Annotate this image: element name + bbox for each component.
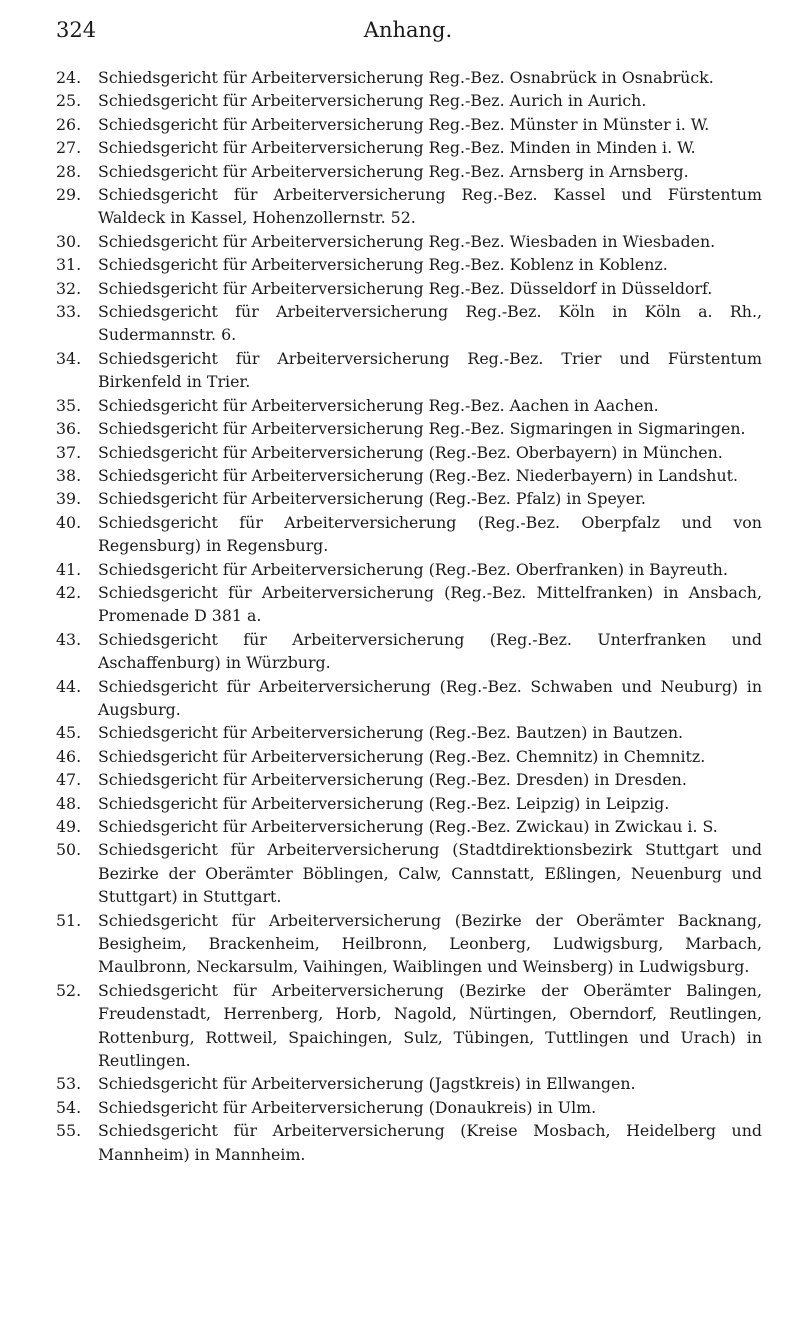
- list-item: [56, 979, 762, 1073]
- entry-number: 42.: [56, 582, 82, 602]
- list-item: [56, 89, 762, 112]
- list-item: [56, 581, 762, 628]
- entry-text: Schiedsgericht für Arbeiterversicherung Reg.-Bez. Osnabrück in Osnabrück.: [98, 68, 714, 87]
- list-item: [56, 815, 762, 838]
- list-item: [56, 487, 762, 510]
- entry-text: Schiedsgericht für Arbeiterversicherung (Reg.-Bez. Mittelfranken) in Ansbach, Promenade D 381 a.: [98, 582, 762, 626]
- entry-text: Schiedsgericht für Arbeiterversicherung Reg.-Bez. Aurich in Aurich.: [98, 91, 647, 111]
- entry-text: Schiedsgericht für Arbeiterversicherung (Reg.-Bez. Leipzig) in Leipzig.: [98, 793, 670, 813]
- entry-text: Schiedsgericht für Arbeiterversicherung Reg.-Bez. Köln in Köln a. Rh., Sudermannstr. 6.: [98, 302, 762, 345]
- entry-text: Schiedsgericht für Arbeiterversicherung (Reg.-Bez. Pfalz) in Speyer.: [98, 489, 646, 509]
- entry-text: Schiedsgericht für Arbeiterversicherung (Stadtdirektionsbezirk Stuttgart und Bezirke der Oberämter Böblingen, Calw, Cannstatt, Eßlingen, Neuenburg und Stuttgart) in Stuttgart.: [98, 840, 762, 907]
- list-item: [56, 792, 762, 815]
- list-item: [56, 347, 762, 394]
- entry-text: Schiedsgericht für Arbeiterversicherung (Reg.-Bez. Oberbayern) in München.: [98, 442, 723, 462]
- list-item: [56, 1119, 762, 1166]
- list-item: [56, 464, 762, 487]
- entry-number: 41.: [56, 559, 82, 579]
- entry-number: 55.: [56, 1121, 82, 1141]
- list-item: [56, 113, 762, 136]
- entry-number: 26.: [56, 114, 82, 134]
- list-item: [56, 1072, 762, 1095]
- entry-text: Schiedsgericht für Arbeiterversicherung Reg.-Bez. Düsseldorf in Düsseldorf.: [98, 278, 713, 298]
- entry-number: 44.: [56, 676, 82, 696]
- list-item: [56, 66, 762, 89]
- entry-text: Schiedsgericht für Arbeiterversicherung Reg.-Bez. Sigmaringen in Sigmaringen.: [98, 419, 746, 439]
- entry-number: 32.: [56, 278, 82, 298]
- entry-text: Schiedsgericht für Arbeiterversicherung Reg.-Bez. Arnsberg in Arnsberg.: [98, 161, 689, 181]
- list-item: [56, 1096, 762, 1119]
- list-item: [56, 183, 762, 230]
- entry-number: 43.: [56, 629, 82, 649]
- list-item: [56, 745, 762, 768]
- entry-number: 49.: [56, 817, 82, 836]
- entry-number: 31.: [56, 255, 82, 275]
- entry-number: 50.: [56, 840, 82, 860]
- list-item: [56, 768, 762, 791]
- list-item: [56, 230, 762, 253]
- running-title: Anhang.: [363, 18, 453, 42]
- entry-number: 25.: [56, 91, 82, 111]
- entry-number: 34.: [56, 348, 82, 368]
- entry-number: 39.: [56, 489, 82, 509]
- entry-text: Schiedsgericht für Arbeiterversicherung (Jagstkreis) in Ellwangen.: [98, 1074, 636, 1094]
- entry-number: 53.: [56, 1074, 82, 1094]
- entry-text: Schiedsgericht für Arbeiterversicherung (Bezirke der Oberämter Backnang, Besigheim, Brackenheim, Heilbronn, Leonberg, Ludwigsburg, Marbach, Maulbronn, Neckarsulm, Vaihingen, Waiblingen und Weinsberg) in Ludwigsburg.: [98, 910, 762, 977]
- entry-text: Schiedsgericht für Arbeiterversicherung (Reg.-Bez. Zwickau) in Zwickau i. S.: [98, 817, 718, 836]
- list-item: [56, 511, 762, 558]
- entry-text: Schiedsgericht für Arbeiterversicherung Reg.-Bez. Münster in Münster i. W.: [98, 114, 710, 134]
- list-item: [56, 909, 762, 979]
- entry-text: Schiedsgericht für Arbeiterversicherung (Reg.-Bez. Unterfranken und Aschaffenburg) in Würzburg.: [98, 629, 762, 673]
- entry-number: 27.: [56, 138, 82, 158]
- list-item: [56, 277, 762, 300]
- entry-text: Schiedsgericht für Arbeiterversicherung (Bezirke der Oberämter Balingen, Freudenstadt, Herrenberg, Horb, Nagold, Nürtingen, Oberndorf, Reutlingen, Rottenburg, Rottweil, Spaichingen, Sulz, Tübingen, Tuttlingen und Urach) in Reutlingen.: [98, 980, 762, 1071]
- entry-number: 54.: [56, 1097, 82, 1117]
- entry-number: 24.: [56, 68, 82, 87]
- list-item: [56, 417, 762, 440]
- entry-number: 38.: [56, 465, 82, 485]
- entry-text: Schiedsgericht für Arbeiterversicherung Reg.-Bez. Kassel und Fürstentum Waldeck in Kassel, Hohenzollernstr. 52.: [98, 185, 762, 228]
- entry-text: Schiedsgericht für Arbeiterversicherung Reg.-Bez. Aachen in Aachen.: [98, 395, 659, 415]
- entry-text: Schiedsgericht für Arbeiterversicherung (Reg.-Bez. Oberfranken) in Bayreuth.: [98, 559, 728, 579]
- entry-number: 48.: [56, 793, 82, 813]
- entry-text: Schiedsgericht für Arbeiterversicherung Reg.-Bez. Wiesbaden in Wiesbaden.: [98, 231, 716, 251]
- list-item: [56, 136, 762, 159]
- entry-text: Schiedsgericht für Arbeiterversicherung (Donaukreis) in Ulm.: [98, 1097, 597, 1117]
- entry-number: 30.: [56, 231, 82, 251]
- list-item: [56, 394, 762, 417]
- entry-number: 52.: [56, 980, 82, 1000]
- entry-number: 45.: [56, 723, 82, 743]
- entry-text: Schiedsgericht für Arbeiterversicherung (Reg.-Bez. Bautzen) in Bautzen.: [98, 723, 684, 743]
- entry-number: 36.: [56, 419, 82, 439]
- entry-text: Schiedsgericht für Arbeiterversicherung (Reg.-Bez. Oberpfalz und von Regensburg) in Regensburg.: [98, 512, 762, 556]
- page-header: [56, 18, 760, 54]
- list-item: [56, 160, 762, 183]
- list-item: [56, 675, 762, 722]
- entry-number: 33.: [56, 302, 82, 322]
- entry-text: Schiedsgericht für Arbeiterversicherung Reg.-Bez. Minden in Minden i. W.: [98, 138, 696, 158]
- entry-number: 40.: [56, 512, 82, 532]
- entry-number: 28.: [56, 161, 82, 181]
- list-item: [56, 838, 762, 908]
- entry-text: Schiedsgericht für Arbeiterversicherung (Kreise Mosbach, Heidelberg und Mannheim) in Mannheim.: [98, 1121, 762, 1164]
- list-item: [56, 441, 762, 464]
- list-item: [56, 300, 762, 347]
- entry-list: [56, 66, 762, 1166]
- entry-number: 37.: [56, 442, 82, 462]
- list-item: [56, 721, 762, 744]
- entry-text: Schiedsgericht für Arbeiterversicherung (Reg.-Bez. Chemnitz) in Chemnitz.: [98, 746, 706, 766]
- list-item: [56, 558, 762, 581]
- entry-text: Schiedsgericht für Arbeiterversicherung Reg.-Bez. Koblenz in Koblenz.: [98, 255, 668, 275]
- entry-text: Schiedsgericht für Arbeiterversicherung (Reg.-Bez. Niederbayern) in Landshut.: [98, 465, 739, 485]
- list-item: [56, 253, 762, 276]
- entry-number: 29.: [56, 185, 82, 205]
- list-item: [56, 628, 762, 675]
- entry-text: Schiedsgericht für Arbeiterversicherung Reg.-Bez. Trier und Fürstentum Birkenfeld in Trier.: [98, 348, 762, 392]
- entry-number: 35.: [56, 395, 82, 415]
- entry-text: Schiedsgericht für Arbeiterversicherung (Reg.-Bez. Dresden) in Dresden.: [98, 770, 687, 790]
- page-number: 324: [56, 18, 97, 42]
- entry-text: Schiedsgericht für Arbeiterversicherung (Reg.-Bez. Schwaben und Neuburg) in Augsburg.: [98, 676, 762, 719]
- entry-number: 51.: [56, 910, 82, 930]
- entry-number: 47.: [56, 770, 82, 790]
- entry-number: 46.: [56, 746, 82, 766]
